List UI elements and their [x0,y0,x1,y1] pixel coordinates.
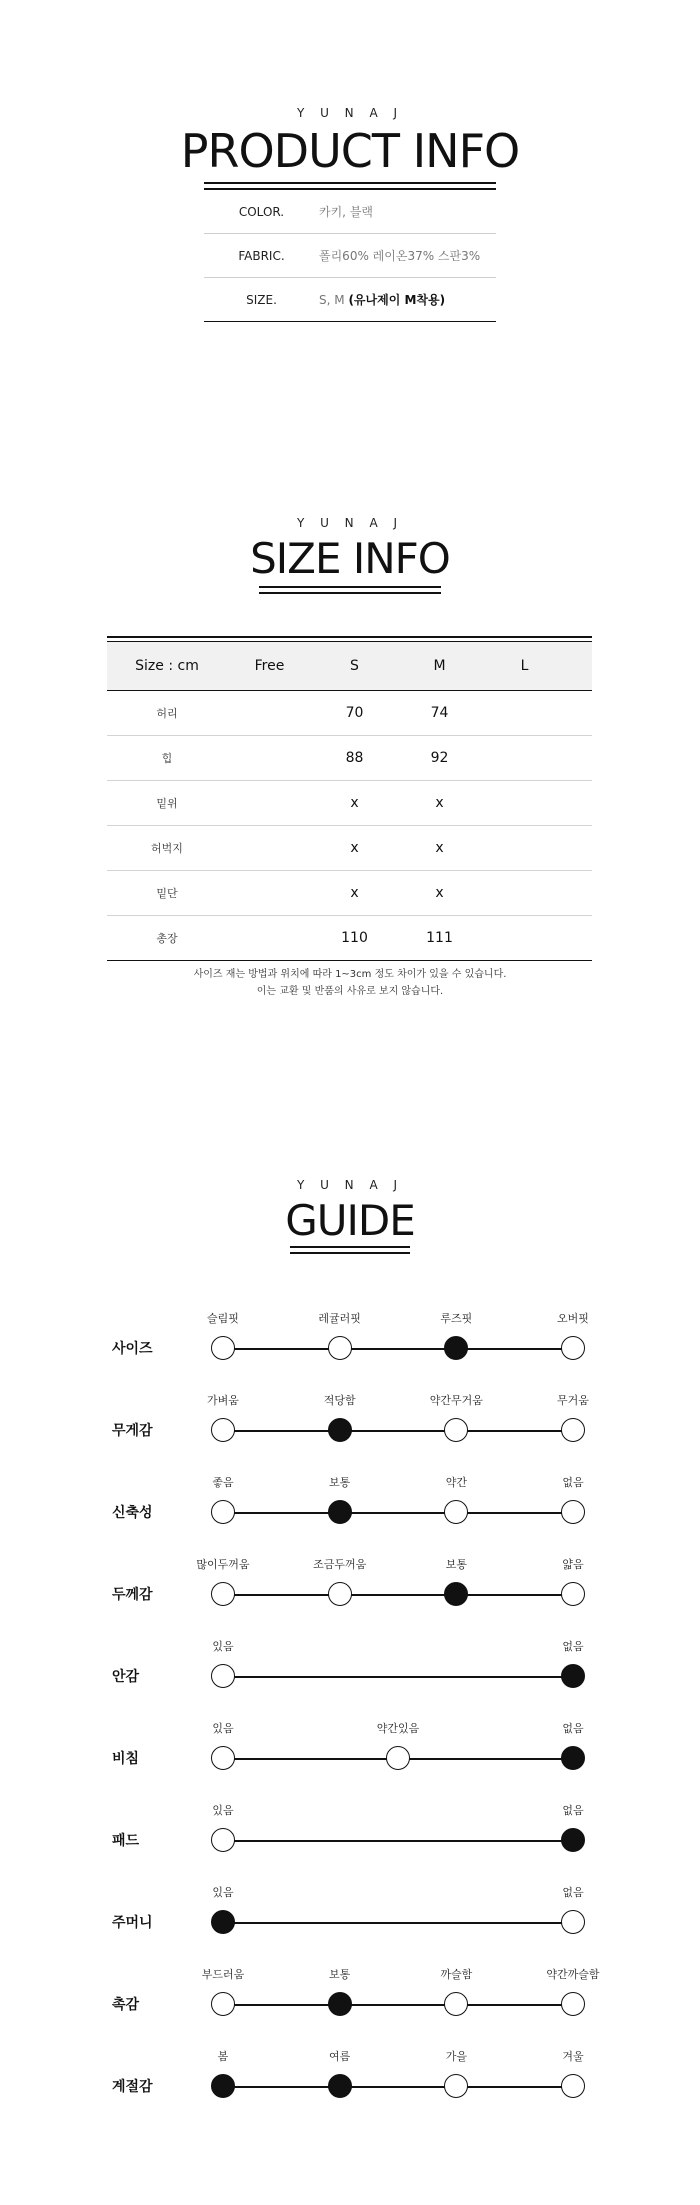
guide-row [0,1542,700,1622]
guide-row [0,2034,700,2114]
selected-dot [211,2074,235,2098]
size-note-line: 사이즈 재는 방법과 위치에 따라 1~3cm 정도 차이가 있을 수 있습니다. [193,969,507,980]
guide-label: 주머니 [112,1915,153,1931]
guide-row [0,1788,700,1868]
row-label: 밑단 [156,887,178,900]
table-cell: x [350,840,359,856]
guide-label: 패드 [112,1833,140,1849]
selected-dot [328,1992,352,2016]
guide-option-label: 없음 [562,1476,584,1489]
guide-option-label: 있음 [212,1804,234,1817]
guide-option-label: 있음 [212,1722,234,1735]
guide-row [0,1870,700,1950]
selected-dot [444,1336,468,1360]
guide-option-label: 있음 [212,1886,234,1899]
option-dot [561,1336,585,1360]
size-values: S, M [319,293,345,307]
selected-dot [328,1418,352,1442]
row-label: 총장 [156,932,178,945]
scale-line [223,1594,573,1596]
option-dot [561,1418,585,1442]
option-dot [444,1418,468,1442]
scale-line [223,1840,573,1842]
size-note [0,966,700,1000]
size-note-line: 이는 교환 및 반품의 사유로 보지 않습니다. [256,986,444,997]
table-cell: x [350,795,359,811]
option-dot [561,1910,585,1934]
table-cell: 110 [341,930,368,946]
table-cell: x [435,885,444,901]
model-size-note: (유나제이 M착용) [348,293,446,307]
header-cell: M [433,658,446,674]
guide-option-label: 없음 [562,1722,584,1735]
guide-option-label: 슬림핏 [207,1312,239,1325]
option-dot [211,1418,235,1442]
product-info-title: PRODUCT INFO [180,124,520,178]
guide-label: 비침 [112,1751,140,1767]
product-label: COLOR. [238,204,285,219]
guide-option-label: 보통 [329,1968,351,1981]
size-info-title: SIZE INFO [250,534,450,583]
product-row-color [204,190,496,233]
header-cell: S [350,658,359,674]
guide-option-label: 까슬함 [440,1968,473,1981]
guide-option-label: 있음 [212,1640,234,1653]
guide-row [0,1460,700,1540]
guide-option-label: 봄 [217,2050,229,2063]
scale-line [223,1348,573,1350]
table-row [107,871,592,916]
guide-option-label: 적당함 [323,1394,356,1407]
size-table [107,636,592,961]
row-label: 허벅지 [151,842,183,855]
guide-option-label: 보통 [329,1476,351,1489]
table-cell: x [350,885,359,901]
table-cell: 111 [426,930,453,946]
scale-line [223,1512,573,1514]
table-cell: 74 [430,705,449,721]
guide-label: 안감 [112,1669,140,1685]
guide-option-label: 없음 [562,1640,584,1653]
option-dot [561,1992,585,2016]
table-cell: 88 [345,750,364,766]
guide-option-label: 무거움 [557,1394,589,1407]
product-info-table [204,190,496,322]
guide-option-label: 없음 [562,1804,584,1817]
guide-option-label: 얇음 [562,1558,584,1571]
scale-line [223,1430,573,1432]
selected-dot [328,1500,352,1524]
option-dot [328,1582,352,1606]
title-underline [290,1246,410,1254]
option-dot [211,1828,235,1852]
scale-line [223,1922,573,1924]
guide-option-label: 부드러움 [201,1968,245,1981]
guide-option-label: 루즈핏 [440,1312,473,1325]
option-dot [211,1500,235,1524]
option-dot [328,1336,352,1360]
table-row [107,736,592,781]
product-row-fabric [204,233,496,277]
option-dot [444,1500,468,1524]
row-label: 밑위 [156,797,178,810]
guide-row [0,1624,700,1704]
product-value: 폴리60% 레이온37% 스판3% [319,249,481,263]
selected-dot [211,1910,235,1934]
option-dot [561,1500,585,1524]
option-dot [211,1664,235,1688]
guide-option-label: 조금두꺼움 [313,1558,367,1571]
product-value [319,291,445,308]
row-label: 힙 [161,752,173,765]
product-value: 카키, 블랙 [319,205,373,219]
guide-option-label: 약간있음 [376,1722,420,1735]
guide-option-label: 가벼움 [207,1394,239,1407]
guide-label: 무게감 [112,1423,153,1439]
brand-name: Y U N A J [296,1178,404,1192]
scale-line [223,2004,573,2006]
option-dot [444,2074,468,2098]
table-row [107,691,592,736]
size-table-header [107,642,592,691]
selected-dot [328,2074,352,2098]
guide-option-label: 약간 [445,1476,467,1489]
guide-row [0,1706,700,1786]
guide-option-label: 없음 [562,1886,584,1899]
guide-label: 계절감 [112,2079,153,2095]
guide-option-label: 가을 [445,2050,467,2063]
guide-option-label: 약간까슬함 [546,1968,600,1981]
title-underline [259,586,441,594]
guide-option-label: 좋음 [212,1476,234,1489]
brand-name: Y U N A J [296,516,404,530]
selected-dot [561,1746,585,1770]
option-dot [211,1992,235,2016]
guide-option-label: 많이두꺼움 [196,1558,250,1571]
selected-dot [561,1828,585,1852]
selected-dot [561,1664,585,1688]
table-row [107,826,592,871]
table-cell: x [435,840,444,856]
scale-line [223,2086,573,2088]
guide-row [0,1296,700,1376]
option-dot [211,1336,235,1360]
option-dot [211,1746,235,1770]
guide-label: 두께감 [112,1587,153,1603]
guide-label: 촉감 [112,1997,140,2013]
selected-dot [444,1582,468,1606]
header-cell: Free [254,658,285,674]
guide-option-label: 겨울 [562,2050,584,2063]
row-label: 허리 [156,707,178,720]
guide-option-label: 보통 [445,1558,467,1571]
scale-line [223,1676,573,1678]
guide-option-label: 약간무거움 [429,1394,483,1407]
option-dot [561,2074,585,2098]
product-label: SIZE. [246,292,277,307]
header-cell: Size : cm [135,658,199,674]
table-row [107,781,592,826]
guide-row [0,1952,700,2032]
title-underline [204,182,496,190]
option-dot [444,1992,468,2016]
brand-name: Y U N A J [296,106,404,120]
guide-label: 신축성 [112,1505,153,1521]
table-cell: x [435,795,444,811]
guide-title: GUIDE [285,1196,415,1245]
table-cell: 70 [345,705,364,721]
guide-option-label: 오버핏 [557,1312,589,1325]
header-cell: L [520,658,529,674]
guide-label: 사이즈 [112,1341,153,1357]
option-dot [211,1582,235,1606]
option-dot [561,1582,585,1606]
product-row-size [204,277,496,321]
table-cell: 92 [430,750,449,766]
table-row [107,916,592,961]
product-label: FABRIC. [238,248,285,263]
guide-option-label: 레귤러핏 [318,1312,361,1325]
guide-option-label: 여름 [329,2050,351,2063]
option-dot [386,1746,410,1770]
guide-row [0,1378,700,1458]
